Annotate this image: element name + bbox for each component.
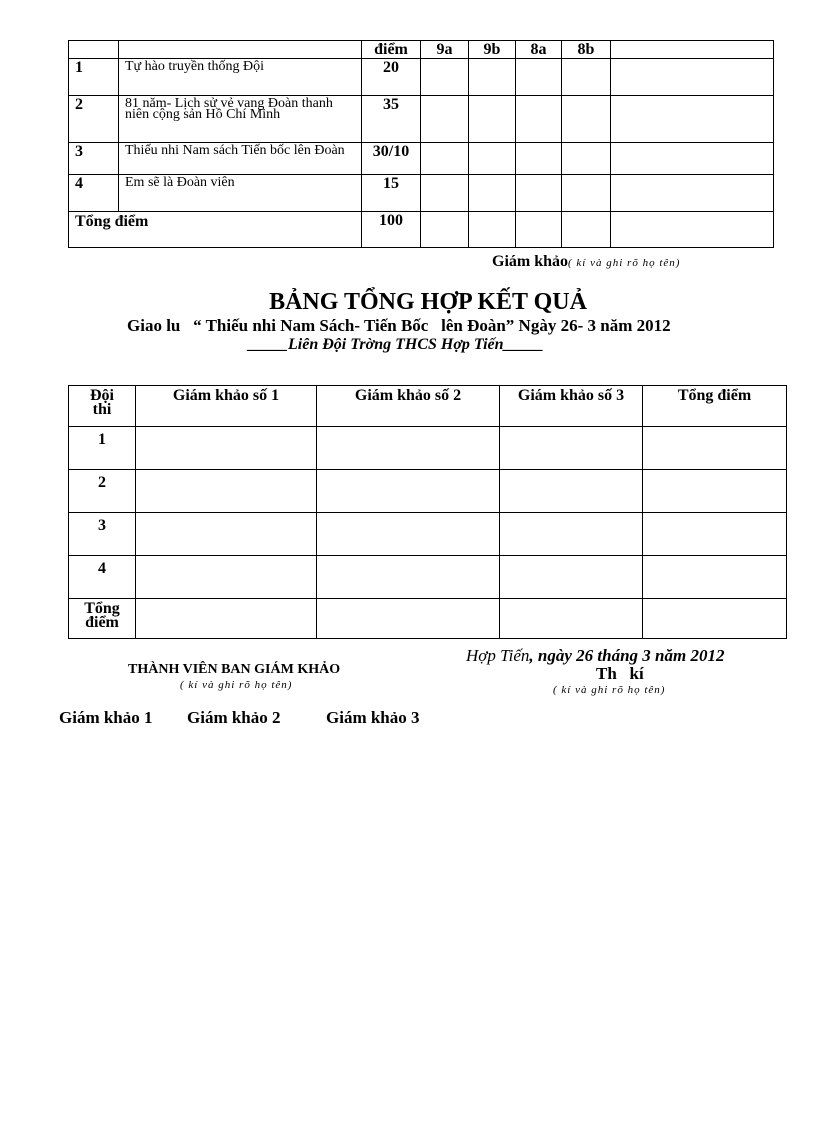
- score-cell[interactable]: [500, 427, 643, 470]
- score-cell[interactable]: [421, 96, 469, 143]
- total-label: Tổng điểm: [69, 599, 136, 639]
- table-row: [69, 143, 774, 175]
- score-cell[interactable]: [136, 556, 317, 599]
- score-cell[interactable]: [469, 143, 516, 175]
- judge-3-label: Giám khảo 3: [326, 708, 420, 727]
- score-cell[interactable]: [136, 513, 317, 556]
- row-number: 1: [69, 59, 119, 96]
- header-total: Tổng điểm: [643, 386, 787, 427]
- score-cell[interactable]: [562, 96, 611, 143]
- secretary-note: ( kí và ghi rõ họ tên): [553, 684, 666, 696]
- score-cell[interactable]: [500, 470, 643, 513]
- place-name: Hợp Tiến: [466, 646, 530, 665]
- header-cell: [119, 41, 362, 59]
- row-points: 35: [362, 96, 421, 143]
- score-cell[interactable]: [500, 513, 643, 556]
- score-cell[interactable]: [562, 175, 611, 212]
- header-judge-1: Giám khảo số 1: [136, 386, 317, 427]
- row-number: 4: [69, 175, 119, 212]
- score-cell[interactable]: [136, 470, 317, 513]
- row-points: 20: [362, 59, 421, 96]
- header-judge-3: Giám khảo số 3: [500, 386, 643, 427]
- score-cell[interactable]: [500, 556, 643, 599]
- table-row: [69, 96, 774, 143]
- secretary-title: Th kí: [596, 664, 644, 683]
- blank-cell: [611, 143, 774, 175]
- place-date: [466, 646, 724, 666]
- blank-cell: [611, 59, 774, 96]
- score-cell[interactable]: [469, 175, 516, 212]
- table-row: [69, 175, 774, 212]
- score-cell[interactable]: [421, 143, 469, 175]
- score-cell[interactable]: [643, 470, 787, 513]
- score-cell[interactable]: [516, 96, 562, 143]
- score-cell[interactable]: [643, 513, 787, 556]
- score-cell[interactable]: [562, 212, 611, 248]
- score-cell[interactable]: [516, 212, 562, 248]
- row-number: 2: [69, 96, 119, 143]
- team-number: 4: [69, 556, 136, 599]
- score-cell[interactable]: [469, 212, 516, 248]
- row-number: 3: [69, 143, 119, 175]
- score-cell[interactable]: [643, 556, 787, 599]
- score-cell[interactable]: [469, 96, 516, 143]
- table-row: [69, 427, 787, 470]
- total-points: 100: [362, 212, 421, 248]
- score-cell[interactable]: [136, 427, 317, 470]
- score-table-header: [69, 41, 774, 59]
- total-label: Tổng điểm: [69, 212, 362, 248]
- score-cell[interactable]: [643, 427, 787, 470]
- header-team: Đội thi: [69, 386, 136, 427]
- row-content: Tự hào truyền thống Đội: [119, 59, 362, 96]
- row-points: 15: [362, 175, 421, 212]
- score-cell[interactable]: [469, 59, 516, 96]
- row-content: Em sẽ là Đoàn viên: [119, 175, 362, 212]
- summary-subtitle: Giao lu “ Thiếu nhi Nam Sách- Tiến Bốc lên Đoàn” Ngày 26- 3 năm 2012: [127, 316, 671, 335]
- table-row: [69, 470, 787, 513]
- blank-cell: [611, 175, 774, 212]
- header-cell-points: điểm: [362, 41, 421, 59]
- score-cell[interactable]: [516, 59, 562, 96]
- summary-table: [68, 385, 787, 639]
- row-content: 81 năm- Lịch sử vẻ vang Đoàn thanh niên cộng sản Hồ Chí Minh: [119, 96, 362, 143]
- org-line: _____Liên Đội Trờng THCS Hợp Tiến_____: [248, 336, 544, 353]
- header-cell: [69, 41, 119, 59]
- score-cell[interactable]: [421, 212, 469, 248]
- judge-note: ( kí và ghi rõ họ tên): [568, 257, 681, 269]
- score-cell[interactable]: [317, 427, 500, 470]
- score-cell[interactable]: [421, 59, 469, 96]
- score-cell[interactable]: [500, 599, 643, 639]
- summary-header: [69, 386, 787, 427]
- board-title: THÀNH VIÊN BAN GIÁM KHẢO: [128, 662, 341, 677]
- blank-cell: [611, 96, 774, 143]
- team-number: 1: [69, 427, 136, 470]
- score-cell[interactable]: [136, 599, 317, 639]
- score-cell[interactable]: [562, 143, 611, 175]
- total-row: [69, 212, 774, 248]
- blank-cell: [611, 212, 774, 248]
- score-cell[interactable]: [516, 175, 562, 212]
- table-row: [69, 59, 774, 96]
- score-cell[interactable]: [317, 556, 500, 599]
- judge-2-label: Giám khảo 2: [187, 708, 281, 727]
- score-table: [68, 40, 774, 248]
- score-cell[interactable]: [317, 513, 500, 556]
- row-content: Thiếu nhi Nam sách Tiến bốc lên Đoàn: [119, 143, 362, 175]
- header-cell-8a: 8a: [516, 41, 562, 59]
- summary-title: BẢNG TỔNG HỢP KẾT QUẢ: [269, 289, 587, 315]
- score-cell[interactable]: [562, 59, 611, 96]
- date-text: , ngày 26 tháng 3 năm 2012: [529, 646, 725, 665]
- team-number: 2: [69, 470, 136, 513]
- board-note: ( kí và ghi rõ họ tên): [180, 679, 293, 691]
- judge-signature: [492, 253, 680, 271]
- header-cell-8b: 8b: [562, 41, 611, 59]
- total-row: [69, 599, 787, 639]
- score-cell[interactable]: [317, 470, 500, 513]
- judge-label: Giám khảo: [492, 253, 569, 270]
- header-cell: [611, 41, 774, 59]
- team-number: 3: [69, 513, 136, 556]
- score-cell[interactable]: [516, 143, 562, 175]
- table-row: [69, 513, 787, 556]
- header-judge-2: Giám khảo số 2: [317, 386, 500, 427]
- score-cell[interactable]: [421, 175, 469, 212]
- table-row: [69, 556, 787, 599]
- judge-1-label: Giám khảo 1: [59, 708, 153, 727]
- header-cell-9a: 9a: [421, 41, 469, 59]
- score-cell[interactable]: [317, 599, 500, 639]
- row-points: 30/10: [362, 143, 421, 175]
- score-cell[interactable]: [643, 599, 787, 639]
- header-cell-9b: 9b: [469, 41, 516, 59]
